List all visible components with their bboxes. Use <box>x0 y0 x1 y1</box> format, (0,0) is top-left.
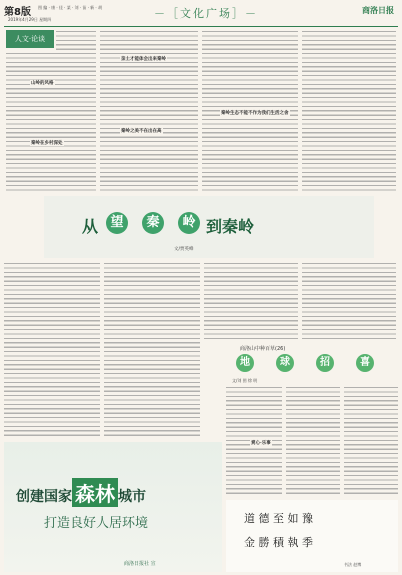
calligraphy-panel <box>226 500 398 572</box>
section-subhead: 亲土才能体会出来秦岭 <box>121 57 166 62</box>
calligraphy-signature: 书法 赵博 <box>344 562 362 567</box>
serial-title-char: 球 <box>276 354 294 372</box>
serial-title: 商洛山中种百草(26) <box>240 346 286 352</box>
text-column <box>6 52 96 192</box>
page-header <box>4 2 398 26</box>
serial-title-char: 喜 <box>356 354 374 372</box>
article-byline: 文/贾英峰 <box>174 247 194 252</box>
ad-footer: 商洛日报社 宣 <box>124 561 156 567</box>
text-column <box>56 30 96 52</box>
ad-forest-word: 森林 <box>72 478 118 507</box>
banner-word-right: 到秦岭 <box>206 217 255 236</box>
ad-headline-part: 城市 <box>118 489 146 505</box>
public-service-ad <box>4 442 222 572</box>
ad-headline <box>16 478 146 507</box>
section-subhead: 秦岭之美不在出在高 <box>121 129 162 134</box>
newspaper-brand: 商洛日报 <box>362 5 394 15</box>
text-column <box>204 262 298 342</box>
text-column <box>302 262 396 342</box>
editor-line: 图 编 · 康 · 佳 · 某 · 刘 · 苗 · 新 · 胡 <box>38 5 102 10</box>
section-title: －［文化广场］－ <box>154 7 258 20</box>
text-column <box>104 262 200 438</box>
banner-circle-char: 望 <box>106 212 128 234</box>
issue-date: 2019年4月29日 星期四 <box>8 17 52 22</box>
section-subhead: 秦岭生态不能不作为我们生活之舍 <box>221 111 289 116</box>
calligraphy-row: 金 勝 積 執 季 <box>244 536 313 549</box>
ad-headline-part: 创建国家 <box>16 489 72 505</box>
page-number: 第8版 <box>4 7 31 18</box>
text-column <box>100 30 198 192</box>
banner-word-left: 从 <box>82 217 99 236</box>
section-subhead: 秦岭在乡村深处 <box>31 141 63 146</box>
ad-subline: 打造良好人居环境 <box>44 516 149 531</box>
serial-author: 文/刘 图 徐 明 <box>232 378 258 383</box>
header-rule <box>4 26 398 27</box>
text-column <box>4 262 100 438</box>
article-title-banner <box>44 196 374 258</box>
calligraphy-row: 道 德 至 如 豫 <box>244 512 313 525</box>
banner-circle-char: 岭 <box>178 212 200 234</box>
banner-circle-char: 秦 <box>142 212 164 234</box>
column-tag: 人文·论谈 <box>6 30 54 48</box>
text-column <box>286 386 340 494</box>
serial-title-char: 地 <box>236 354 254 372</box>
serial-title-char: 招 <box>316 354 334 372</box>
text-column <box>344 386 398 494</box>
section-subhead: 山岭的风格 <box>31 81 54 86</box>
section-subhead: 赏心·乐事 <box>251 441 271 446</box>
text-column <box>302 30 396 192</box>
